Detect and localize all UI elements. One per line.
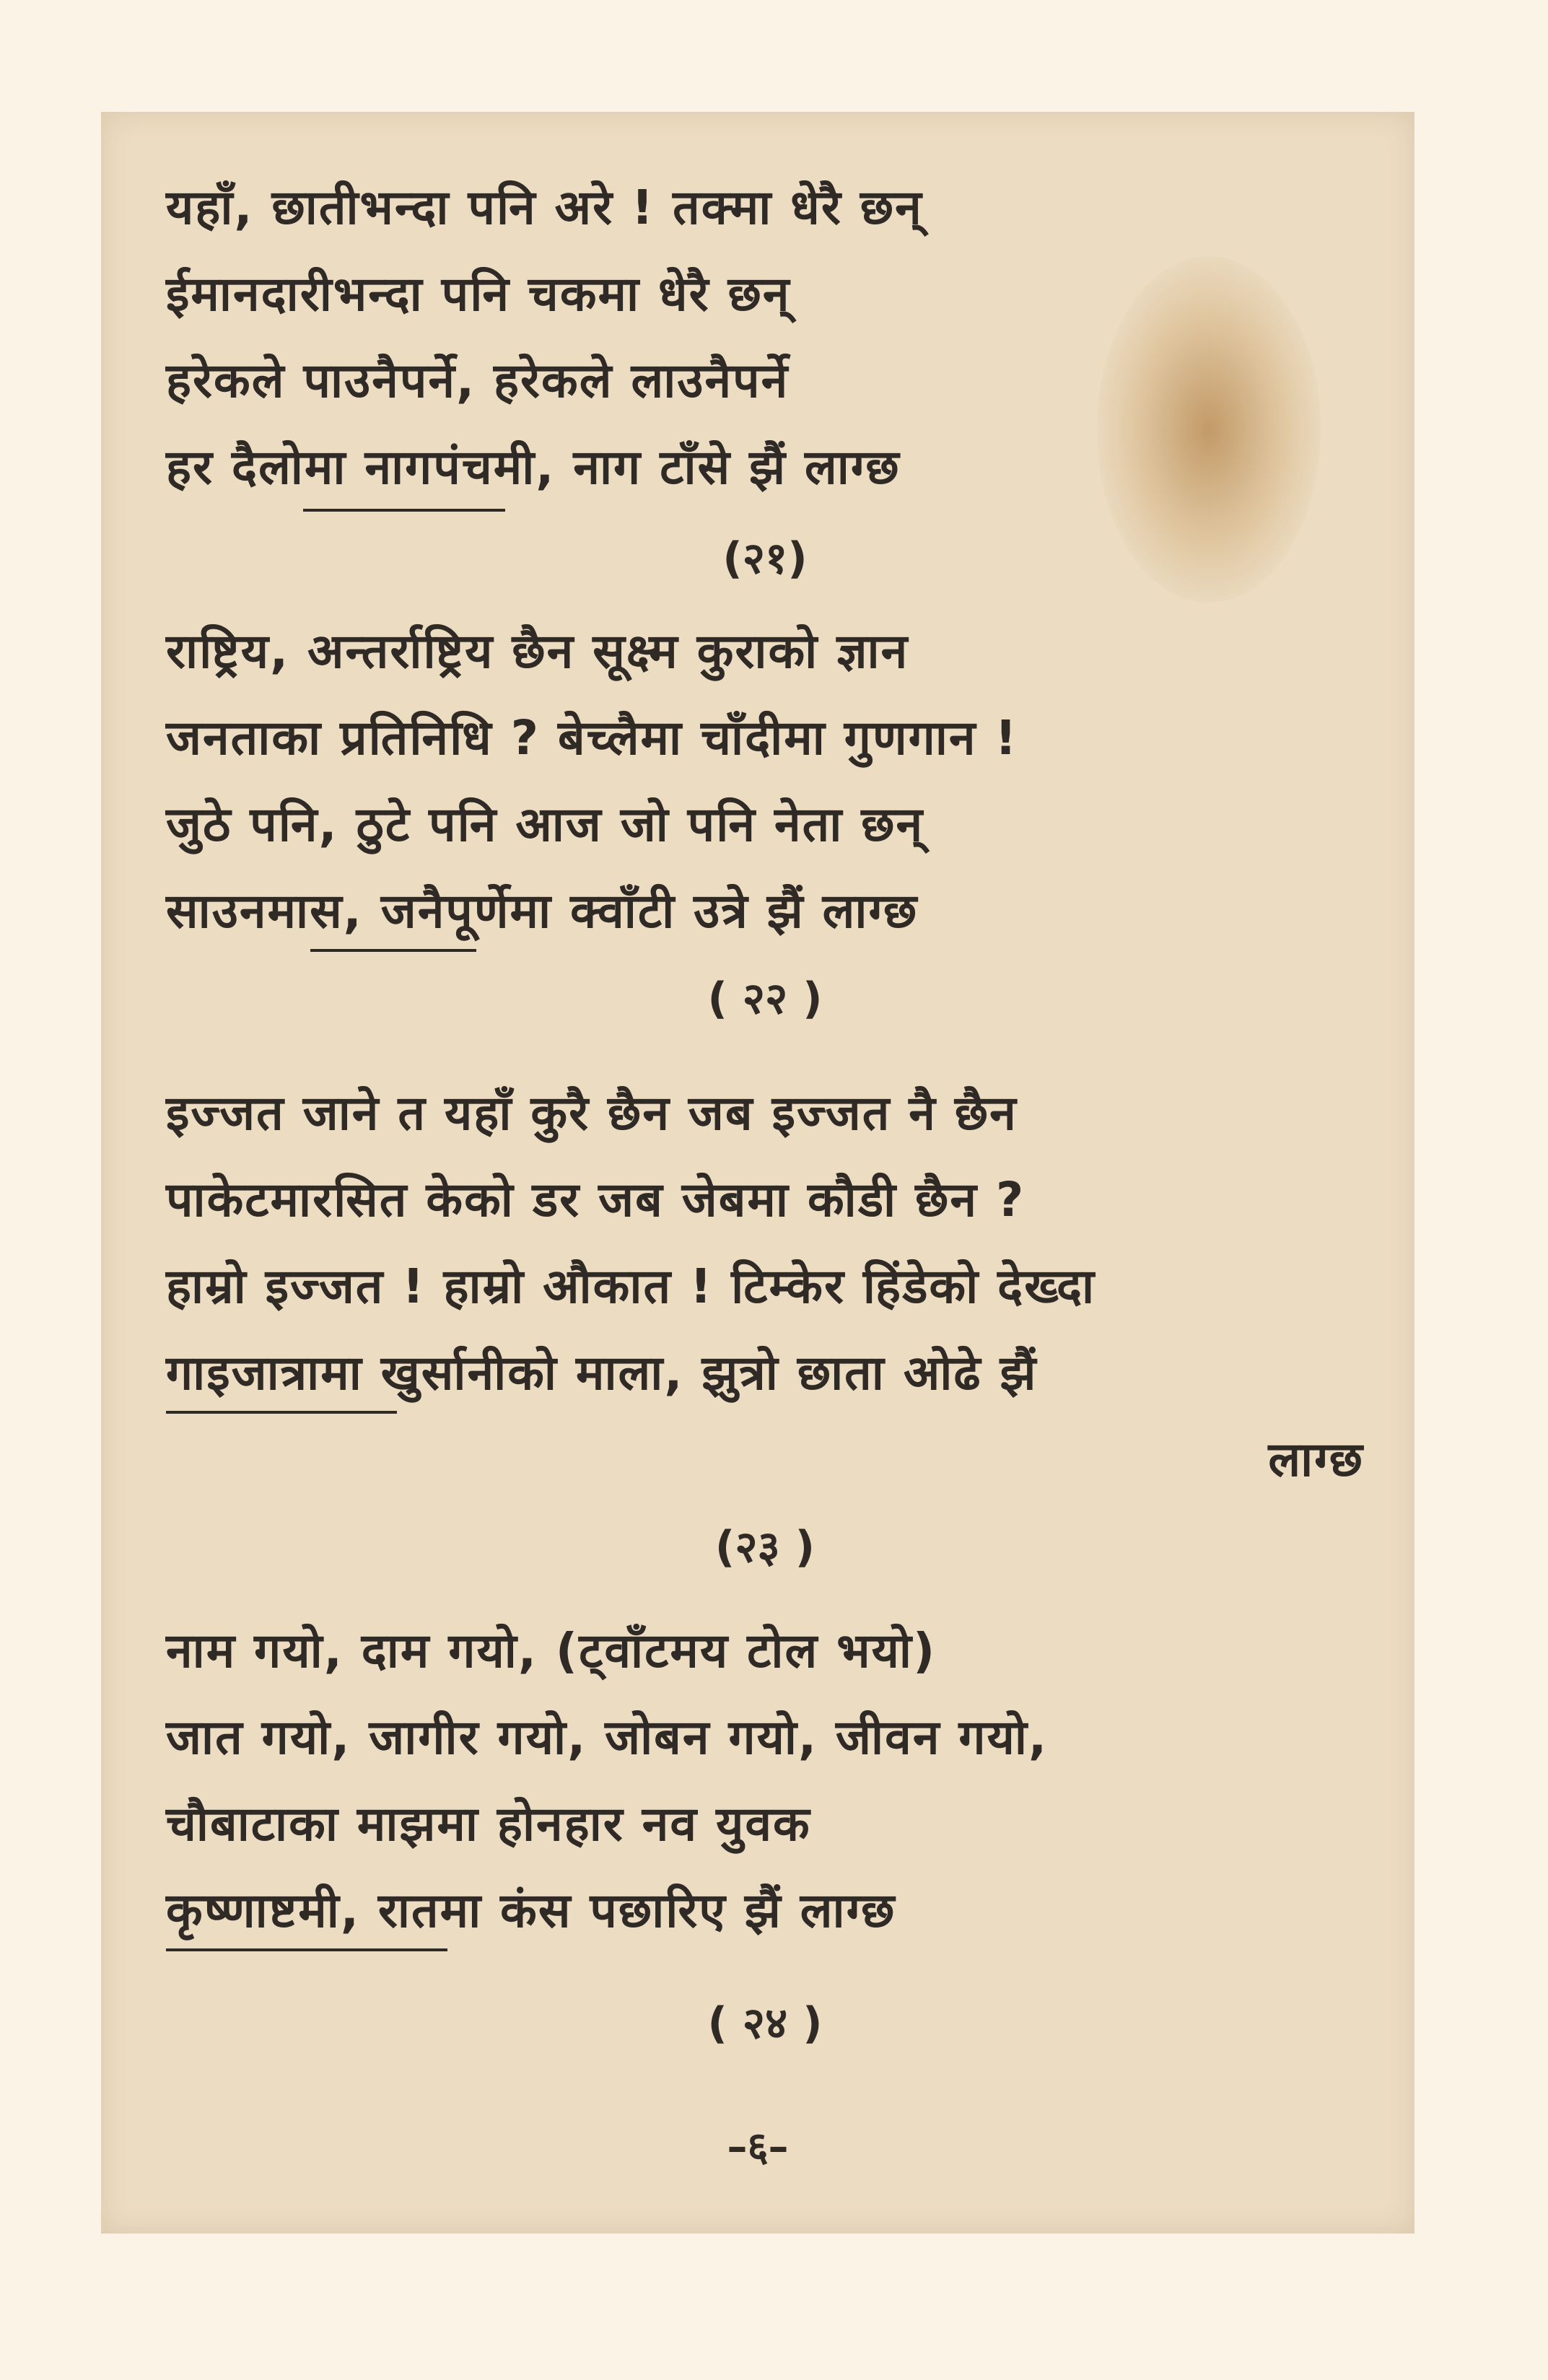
book-page xyxy=(101,112,1414,2234)
verse-line: इज्जत जाने त यहाँ कुरै छैन जब इज्जत नै छैन xyxy=(166,1085,1018,1141)
verse-line: कृष्णाष्टमी, रातमा कंस पछारिए झैं लाग्छ xyxy=(166,1883,896,1938)
verse-number: ( २४ ) xyxy=(707,1998,823,2049)
verse-line: यहाँ, छातीभन्दा पनि अरे ! तक्मा धेरै छन् xyxy=(166,180,923,235)
verse-23 xyxy=(166,1079,1364,1671)
verse-line: नाम गयो, दाम गयो, (ट्वाँटमय टोल भयो) xyxy=(166,1623,937,1679)
verse-line: पाकेटमारसित केको डर जब जेबमा कौडी छैन ? xyxy=(166,1172,1026,1228)
underline xyxy=(166,1948,447,1951)
verse-21 xyxy=(166,173,1364,693)
verse-line: चौबाटाका माझमा होनहार नव युवक xyxy=(166,1796,811,1852)
verse-line: ईमानदारीभन्दा पनि चकमा धेरै छन् xyxy=(166,266,791,322)
underline xyxy=(310,949,476,952)
verse-line: हरेकले पाउनैपर्ने, हरेकले लाउनैपर्ने xyxy=(166,353,790,408)
verse-24 xyxy=(166,1616,1364,2086)
verse-line: हर दैलोमा नागपंचमी, नाग टाँसे झैं लाग्छ xyxy=(166,439,901,495)
verse-number: (२३ ) xyxy=(714,1522,815,1572)
underline xyxy=(303,509,505,512)
verse-line: लाग्छ xyxy=(1268,1432,1364,1487)
verse-line: हाम्रो इज्जत ! हाम्रो औकात ! टिम्केर हिंडेको देख्दा xyxy=(166,1259,1096,1314)
verse-line: जुठे पनि, ठुटे पनि आज जो पनि नेता छन् xyxy=(166,797,924,852)
verse-line: गाइजात्रामा खुर्सानीको माला, झुत्रो छाता ओढे झैं xyxy=(166,1345,1038,1401)
verse-number: (२१) xyxy=(722,533,808,584)
verse-line: जात गयो, जागीर गयो, जोबन गयो, जीवन गयो, xyxy=(166,1710,1049,1765)
verse-number: ( २२ ) xyxy=(707,974,823,1024)
verse-line: राष्ट्रिय, अन्तर्राष्ट्रिय छैन सूक्ष्म कुराको ज्ञान xyxy=(166,624,909,679)
underline xyxy=(166,1411,397,1414)
verse-line: जनताका प्रतिनिधि ? बेच्लैमा चाँदीमा गुणगान ! xyxy=(166,710,1018,766)
page-number: –६– xyxy=(727,2124,789,2171)
verse-22 xyxy=(166,617,1364,1122)
verse-line: साउनमास, जनैपूर्णेमा क्वाँटी उत्रे झैं लाग्छ xyxy=(166,883,919,939)
